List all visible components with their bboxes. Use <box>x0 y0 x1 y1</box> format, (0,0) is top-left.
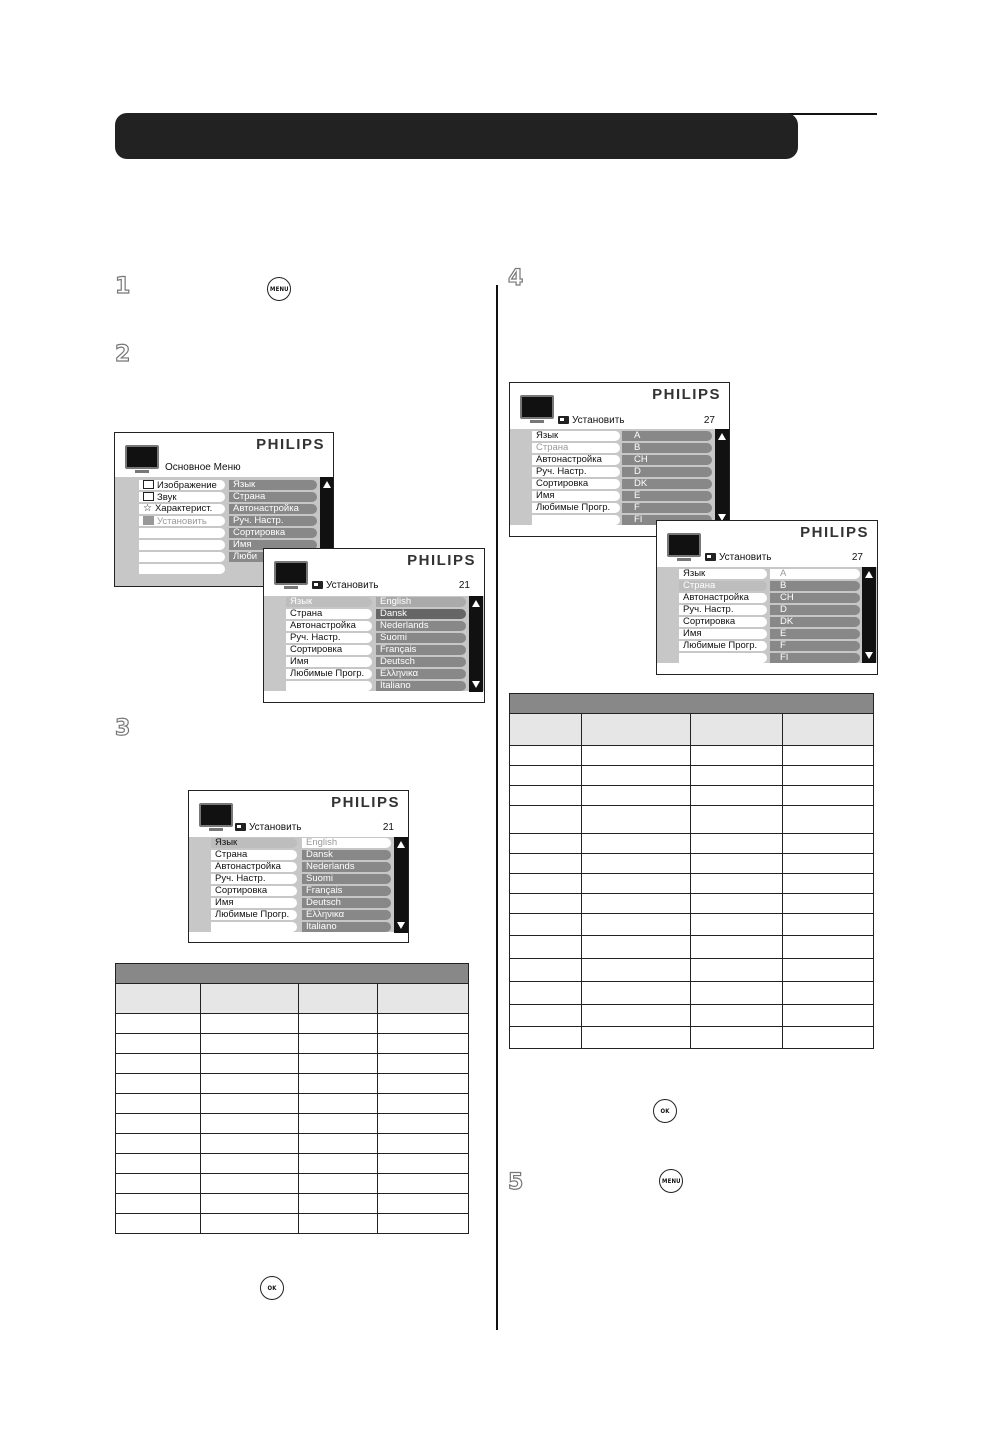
picture-icon <box>143 480 154 489</box>
language-option: Suomi <box>302 874 391 884</box>
setup-item: Язык <box>286 597 372 607</box>
setup-item-empty <box>532 515 620 525</box>
country-option: A <box>770 569 860 579</box>
setup-item: Автонастройка <box>532 455 620 465</box>
menu-number: 27 <box>851 552 863 563</box>
language-option: Nederlands <box>376 621 466 631</box>
setup-item: Автонастройка <box>286 621 372 631</box>
setup-item: Сортировка <box>532 479 620 489</box>
menu-button-icon: MENU <box>267 277 291 301</box>
star-icon: ☆ <box>143 504 152 514</box>
philips-logo: PHILIPS <box>331 794 400 811</box>
tv-screen-setup-language-selected <box>188 790 409 943</box>
language-option: Deutsch <box>376 657 466 667</box>
country-option: CH <box>770 593 860 603</box>
scroll-down-icon <box>865 652 873 659</box>
setup-item: Имя <box>679 629 767 639</box>
country-option: CH <box>622 455 712 465</box>
install-icon <box>558 416 569 424</box>
setup-item: Любимые Прогр. <box>532 503 620 513</box>
setup-item-empty <box>679 653 767 663</box>
scrollbar <box>394 837 408 933</box>
philips-logo: PHILIPS <box>800 524 869 541</box>
install-icon <box>705 553 716 561</box>
country-option: FI <box>622 515 712 525</box>
setup-item: Имя <box>211 898 297 908</box>
tv-icon <box>667 533 701 557</box>
language-option: Dansk <box>376 609 466 619</box>
menu-item-sound: Звук <box>139 492 225 502</box>
ok-button-icon: OK <box>260 1276 284 1300</box>
language-option: Italiano <box>302 922 391 932</box>
menu-title: Установить <box>235 822 302 833</box>
install-icon <box>312 581 323 589</box>
country-option: B <box>622 443 712 453</box>
ok-button-icon: OK <box>653 1099 677 1123</box>
setup-item: Страна <box>679 581 767 591</box>
menu-item-empty <box>139 540 225 550</box>
header-rule <box>785 113 877 115</box>
install-icon <box>143 516 154 525</box>
install-icon <box>235 823 246 831</box>
philips-logo: PHILIPS <box>407 552 476 569</box>
tv-screen-setup-country-selected <box>656 520 878 675</box>
submenu-item: Руч. Настр. <box>229 516 317 526</box>
language-option: Français <box>376 645 466 655</box>
setup-item: Сортировка <box>679 617 767 627</box>
menu-item-install: Установить <box>139 516 225 526</box>
scroll-up-icon <box>397 841 405 848</box>
country-option: D <box>622 467 712 477</box>
language-option: Dansk <box>302 850 391 860</box>
language-option: Nederlands <box>302 862 391 872</box>
language-option: Deutsch <box>302 898 391 908</box>
country-option: B <box>770 581 860 591</box>
setup-item: Имя <box>532 491 620 501</box>
tv-screen-setup-country <box>509 382 730 537</box>
scroll-up-icon <box>865 571 873 578</box>
language-option: Ελληνικα <box>376 669 466 679</box>
step-number-2: 2 <box>115 342 131 367</box>
language-option: Suomi <box>376 633 466 643</box>
setup-item: Сортировка <box>211 886 297 896</box>
country-option: D <box>770 605 860 615</box>
setup-item: Имя <box>286 657 372 667</box>
setup-item: Руч. Настр. <box>211 874 297 884</box>
setup-item: Автонастройка <box>679 593 767 603</box>
submenu-item: Автонастройка <box>229 504 317 514</box>
setup-item: Язык <box>679 569 767 579</box>
menu-item-empty <box>139 552 225 562</box>
menu-title: Установить <box>312 580 379 591</box>
language-option: English <box>376 597 466 607</box>
menu-title: Установить <box>705 552 772 563</box>
step-number-5: 5 <box>508 1170 524 1195</box>
country-option: DK <box>622 479 712 489</box>
submenu-item: Имя <box>229 540 317 550</box>
setup-item-empty <box>286 681 372 691</box>
setup-item: Сортировка <box>286 645 372 655</box>
scrollbar <box>715 429 729 525</box>
language-option: Ελληνικα <box>302 910 391 920</box>
step-number-4: 4 <box>508 266 524 291</box>
scroll-up-icon <box>472 600 480 607</box>
tv-icon <box>520 395 554 419</box>
setup-item: Автонастройка <box>211 862 297 872</box>
menu-item-empty <box>139 528 225 538</box>
table-header-bar <box>510 694 874 714</box>
scroll-up-icon <box>718 433 726 440</box>
setup-item: Язык <box>211 838 297 848</box>
submenu-item: Сортировка <box>229 528 317 538</box>
step-number-3: 3 <box>115 716 131 741</box>
tv-screen-setup-language <box>263 548 485 703</box>
setup-item: Любимые Прогр. <box>286 669 372 679</box>
tv-icon <box>274 561 308 585</box>
scroll-up-icon <box>323 481 331 488</box>
menu-item-picture: Изображение <box>139 480 225 490</box>
menu-number: 21 <box>382 822 394 833</box>
step-number-1: 1 <box>115 274 131 299</box>
column-divider <box>496 285 498 1330</box>
setup-item: Руч. Настр. <box>679 605 767 615</box>
scrollbar <box>469 596 483 692</box>
country-option: F <box>770 641 860 651</box>
submenu-item: Язык <box>229 480 317 490</box>
country-table <box>509 693 874 1049</box>
country-option: DK <box>770 617 860 627</box>
submenu-item: Страна <box>229 492 317 502</box>
scroll-down-icon <box>397 922 405 929</box>
philips-logo: PHILIPS <box>256 436 325 453</box>
setup-item: Руч. Настр. <box>286 633 372 643</box>
menu-item-features: ☆ Характерист. <box>139 504 225 514</box>
philips-logo: PHILIPS <box>652 386 721 403</box>
country-option: E <box>622 491 712 501</box>
country-option: E <box>770 629 860 639</box>
tv-icon <box>125 445 159 469</box>
menu-title: Установить <box>558 415 625 426</box>
menu-number: 21 <box>458 580 470 591</box>
language-option: Français <box>302 886 391 896</box>
menu-button-icon: MENU <box>659 1169 683 1193</box>
language-option: English <box>302 838 391 848</box>
setup-item-empty <box>211 922 297 932</box>
menu-number: 27 <box>703 415 715 426</box>
speaker-icon <box>143 492 154 501</box>
section-title-banner <box>115 113 798 159</box>
menu-title: Основное Меню <box>165 462 241 473</box>
menu-item-empty <box>139 564 225 574</box>
table-header-bar <box>116 964 469 984</box>
tv-icon <box>199 803 233 827</box>
setup-item: Любимые Прогр. <box>211 910 297 920</box>
setup-item: Язык <box>532 431 620 441</box>
scroll-down-icon <box>472 681 480 688</box>
scrollbar <box>862 567 876 663</box>
country-option: A <box>622 431 712 441</box>
country-option: F <box>622 503 712 513</box>
setup-item: Страна <box>532 443 620 453</box>
submenu-item: Люби <box>229 552 317 562</box>
setup-item: Страна <box>286 609 372 619</box>
language-table <box>115 963 469 1234</box>
language-option: Italiano <box>376 681 466 691</box>
country-option: FI <box>770 653 860 663</box>
setup-item: Руч. Настр. <box>532 467 620 477</box>
setup-item: Любимые Прогр. <box>679 641 767 651</box>
setup-item: Страна <box>211 850 297 860</box>
